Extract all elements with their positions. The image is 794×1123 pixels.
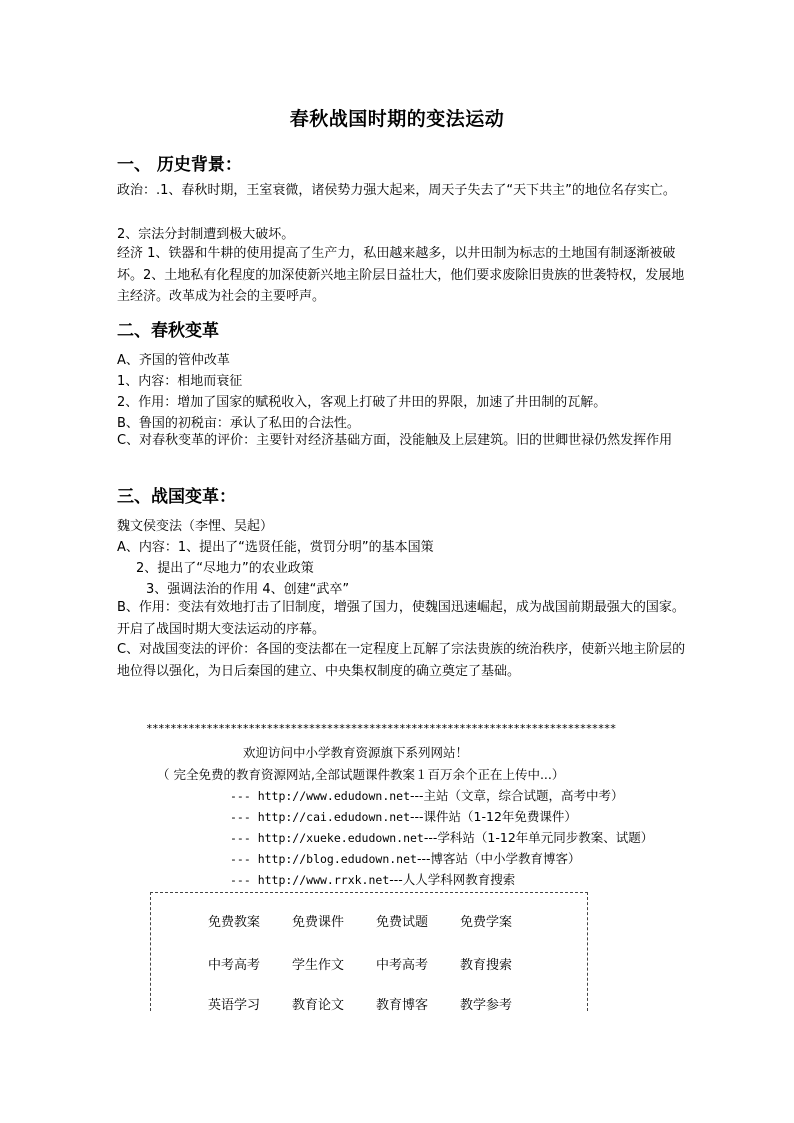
grid-link[interactable]: 英语学习 (208, 998, 261, 1013)
grid-link[interactable]: 中考高考 (376, 958, 429, 973)
site-desc-main: ---主站（文章，综合试题，高考中考） (410, 788, 624, 803)
grid-link[interactable]: 教育搜索 (460, 958, 513, 973)
site-link-rrxk[interactable]: --- http://www.rrxk.net (230, 873, 390, 887)
site-desc-rrxk: ---人人学科网教育搜索 (389, 872, 516, 887)
site-desc-cai: ---课件站（1-12年免费课件） (410, 809, 577, 824)
grid-link[interactable]: 中考高考 (208, 958, 261, 973)
grid-link[interactable]: 教学参考 (460, 998, 513, 1013)
line-effect: 2、作用：增加了国家的赋税收入，客观上打破了井田的界限，加速了井田制的瓦解。 (117, 395, 607, 410)
site-line-rrxk (230, 870, 515, 888)
paragraph-evaluation-spring: C、对春秋变革的评价：主要针对经济基础方面，没能触及上层建筑。旧的世卿世禄仍然发挥作用 (117, 433, 673, 448)
grid-link[interactable]: 免费学案 (460, 915, 513, 930)
line-content-2: 2、提出了“尽地力”的农业政策 (136, 561, 314, 576)
paragraph-politics: 政治：.1、春秋时期，王室衰微，诸侯势力强大起来，周天子失去了“天下共主”的地位名存实亡。 (117, 183, 676, 198)
site-line-xueke (230, 828, 653, 846)
line-feudal-system: 2、宗法分封制遭到极大破坏。 (117, 227, 295, 242)
link-grid-box (150, 892, 588, 1011)
grid-link[interactable]: 教育博客 (376, 998, 429, 1013)
line-content-3: 3、强调法治的作用 4、创建“武卒” (146, 582, 350, 597)
site-link-xueke[interactable]: --- http://xueke.edudown.net (230, 831, 424, 845)
paragraph-evaluation-warring: C、对战国变法的评价：各国的变法都在一定程度上瓦解了宗法贵族的统治秩序，使新兴地主阶层的地位得以强化，为日后秦国的建立、中央集权制度的确立奠定了基础。 (117, 642, 686, 679)
line-wei-reform: 魏文侯变法（李悝、吴起） (117, 519, 274, 534)
line-qi-reform: A、齐国的管仲改革 (117, 353, 230, 368)
welcome-text: 欢迎访问中小学教育资源旗下系列网站！ (243, 745, 469, 760)
page-title: 春秋战国时期的变法运动 (289, 108, 505, 130)
tagline-text: （ 完全免费的教育资源网站,全部试题课件教案１百万余个正在上传中...） (157, 767, 565, 782)
section-heading-warring-states: 三、战国变革： (117, 487, 236, 507)
site-desc-xueke: ---学科站（1-12年单元同步教案、试题） (423, 830, 654, 845)
section-heading-spring-autumn: 二、春秋变革 (117, 321, 219, 341)
grid-link[interactable]: 免费教案 (208, 915, 261, 930)
grid-link[interactable]: 免费课件 (292, 915, 345, 930)
site-line-main (230, 786, 624, 804)
grid-link[interactable]: 免费试题 (376, 915, 429, 930)
site-link-blog[interactable]: --- http://blog.edudown.net (230, 852, 417, 866)
site-line-blog (230, 849, 580, 867)
line-lu-tax: B、鲁国的初税亩：承认了私田的合法性。 (117, 416, 360, 431)
site-line-cai (230, 807, 577, 825)
paragraph-economy: 经济 1、铁器和牛耕的使用提高了生产力，私田越来越多，以井田制为标志的土地国有制逐渐被破坏。2、土地私有化程度的加深使新兴地主阶层日益壮大，他们要求废除旧贵族的世袭特权，发展地主经济。改革成为社会的主要呼声。 (117, 246, 685, 304)
star-divider: ****************************************************************************** (146, 722, 616, 735)
grid-link[interactable]: 学生作文 (292, 958, 345, 973)
grid-link[interactable]: 教育论文 (292, 998, 345, 1013)
paragraph-effect-wei: B、作用：变法有效地打击了旧制度，增强了国力，使魏国迅速崛起，成为战国前期最强大的国家。开启了战国时期大变法运动的序幕。 (117, 600, 685, 637)
site-desc-blog: ---博客站（中小学教育博客） (416, 851, 581, 866)
line-content: 1、内容：相地而衰征 (117, 374, 243, 389)
site-link-main[interactable]: --- http://www.edudown.net (230, 789, 411, 803)
site-link-cai[interactable]: --- http://cai.edudown.net (230, 810, 411, 824)
line-content-1: A、内容：1、提出了“选贤任能，赏罚分明”的基本国策 (117, 540, 434, 555)
section-heading-background: 一、 历史背景： (117, 155, 242, 175)
